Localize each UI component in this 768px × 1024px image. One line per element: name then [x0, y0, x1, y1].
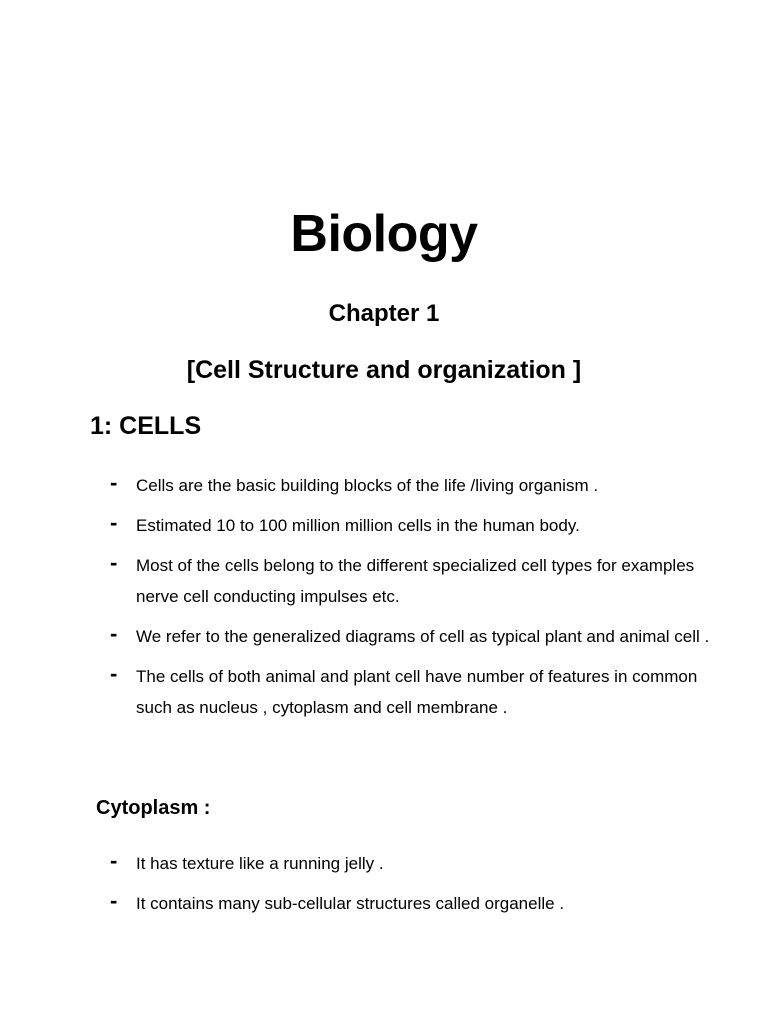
- bullet-marker: -: [110, 848, 118, 873]
- list-item-text: Cells are the basic building blocks of the life /living organism .: [136, 476, 599, 495]
- list-item: [110, 848, 710, 879]
- bullet-marker: -: [110, 661, 118, 686]
- bullet-marker: -: [110, 888, 118, 913]
- list-item: [110, 888, 710, 919]
- cytoplasm-bullet-list: [110, 848, 710, 928]
- list-item-text: Most of the cells belong to the different specialized cell types for examples nerve cell conducting impulses etc.: [136, 556, 695, 606]
- bullet-marker: -: [110, 510, 118, 535]
- cells-bullet-list: [110, 470, 710, 732]
- bullet-marker: -: [110, 470, 118, 495]
- list-item-text: It has texture like a running jelly .: [136, 854, 384, 873]
- bullet-marker: -: [110, 621, 118, 646]
- section-heading-cells: 1: CELLS: [90, 412, 202, 440]
- list-item-text: We refer to the generalized diagrams of cell as typical plant and animal cell .: [136, 627, 710, 646]
- list-item: [110, 470, 710, 501]
- chapter-label: Chapter 1: [328, 300, 440, 327]
- document-title: Biology: [290, 205, 478, 263]
- chapter-subtitle: [Cell Structure and organization ]: [186, 356, 582, 384]
- list-item-text: The cells of both animal and plant cell have number of features in common such as nucleus , cytoplasm and cell membrane .: [136, 667, 698, 717]
- list-item: [110, 621, 710, 652]
- list-item-text: Estimated 10 to 100 million million cells in the human body.: [136, 516, 580, 535]
- section-heading-cytoplasm: Cytoplasm :: [96, 797, 211, 819]
- bullet-marker: -: [110, 550, 118, 575]
- list-item: [110, 550, 710, 612]
- list-item-text: It contains many sub-cellular structures called organelle .: [136, 894, 565, 913]
- list-item: [110, 510, 710, 541]
- list-item: [110, 661, 710, 723]
